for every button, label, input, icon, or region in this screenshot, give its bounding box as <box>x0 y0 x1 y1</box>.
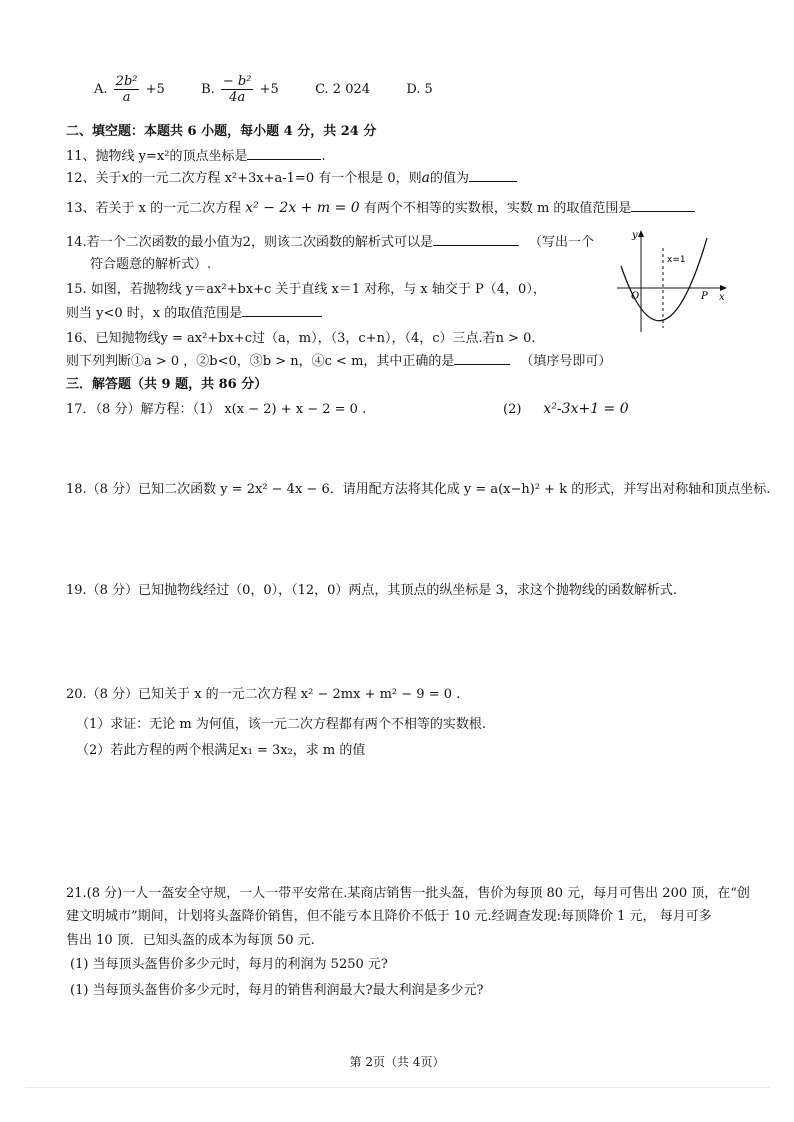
parabola-curve <box>621 238 707 321</box>
q13 <box>66 199 695 218</box>
q17-part2-label: (2) <box>503 402 522 417</box>
q15-line2-text: 则当 y<0 时，x 的取值范围是 <box>66 306 243 321</box>
parabola-graph <box>613 228 731 334</box>
q17-part2-equation: x²-3x+1 = 0 <box>543 401 629 417</box>
q12-mid: 的一元二次方程 x²+3x+a-1=0 有一个根是 0，则 <box>129 171 422 186</box>
q10-option-a-label: A. <box>94 82 108 97</box>
q10-option-b-fraction <box>221 74 254 105</box>
fraction-denominator: 4a <box>229 90 246 105</box>
q11-text: 11、抛物线 y=x²的顶点坐标是 <box>66 149 248 164</box>
graph-x-label: x <box>719 292 725 303</box>
q10-options <box>94 74 433 105</box>
q15-line2 <box>66 304 322 323</box>
q10-option-b-label: B. <box>201 82 215 97</box>
q20: 20.（8 分）已知关于 x 的一元二次方程 x² − 2mx + m² − 9 = 0 . <box>66 687 461 702</box>
page-bottom-divider <box>25 1087 770 1088</box>
graph-origin-label: O <box>631 291 640 302</box>
q10-option-b-tail: +5 <box>259 82 279 97</box>
x-axis-arrow <box>720 285 727 291</box>
answer-blank <box>433 233 519 246</box>
q16-line2 <box>66 352 611 371</box>
q11 <box>66 147 326 166</box>
y-axis-arrow <box>638 230 644 237</box>
fraction-numerator: 2b² <box>115 74 138 89</box>
answer-blank <box>454 352 510 365</box>
q17-part2 <box>503 400 629 419</box>
q19: 19.（8 分）已知抛物线经过（0，0），（12，0）两点，其顶点的纵坐标是 3，求这个抛物线的函数解析式. <box>66 583 677 598</box>
q10-option-a-tail: +5 <box>145 82 165 97</box>
q15-line1: 15. 如图，若抛物线 y＝ax²+bx+c 关于直线 x＝1 对称，与 x 轴交于 P（4，0）， <box>66 282 546 297</box>
q21-line3: 售出 10 顶．已知头盔的成本为每顶 50 元. <box>66 933 315 948</box>
q20-part1: （1）求证：无论 m 为何值，该一元二次方程都有两个不相等的实数根. <box>76 717 486 732</box>
graph-symmetry-label: x=1 <box>667 255 686 265</box>
graph-point-p-label: P <box>701 291 708 302</box>
q21-part1: (1) 当每顶头盔售价多少元时，每月的利润为 5250 元? <box>70 957 388 972</box>
fraction-numerator: − b² <box>222 74 252 89</box>
page-footer: 第 2页（共 4页） <box>349 1055 445 1069</box>
q12-post: 的值为 <box>430 171 470 186</box>
q16-line2-text: 则下列判断①a > 0 ，②b<0，③b > n，④c < m，其中正确的是 <box>66 354 455 369</box>
q14-line1-tail: （写出一个 <box>528 235 594 250</box>
q12-pre: 12、关于 <box>66 171 122 186</box>
q16-line2-tail: （填序号即可） <box>520 354 612 369</box>
q11-end: . <box>321 149 326 164</box>
q14-line2: 符合题意的解析式）. <box>90 257 212 272</box>
q21-part2: (1) 当每顶头盔售价多少元时，每月的销售利润最大?最大利润是多少元? <box>70 983 484 998</box>
q12-var-x: x <box>121 170 130 186</box>
q16-line1: 16、已知抛物线y = ax²+bx+c过（a，m），（3，c+n），（4，c）三点.若n > 0. <box>66 331 536 346</box>
answer-blank <box>469 169 517 182</box>
q17 <box>66 401 366 419</box>
q18: 18.（8 分）已知二次函数 y = 2x² − 4x − 6．请用配方法将其化成 y = a(x−h)² + k 的形式，并写出对称轴和顶点坐标. <box>66 482 771 497</box>
answer-blank <box>631 199 695 212</box>
q14-line1 <box>66 233 594 252</box>
q12 <box>66 169 517 188</box>
fraction-denominator: a <box>122 90 131 105</box>
answer-blank <box>247 147 321 160</box>
q14-line1-text: 14.若一个二次函数的最小值为2，则该二次函数的解析式可以是 <box>66 235 433 250</box>
q10-option-c: C. 2 024 <box>315 82 371 97</box>
q10-option-a-fraction <box>114 74 140 105</box>
q13-equation: x² − 2x + m = 0 <box>245 200 360 216</box>
q13-post: 有两个不相等的实数根，实数 m 的取值范围是 <box>363 201 632 216</box>
section2-heading: 二、填空题：本题共 6 小题，每小题 4 分，共 24 分 <box>66 124 377 139</box>
q12-var-a: a <box>421 170 430 186</box>
q17-text: 17．（8 分）解方程：（1） x(x − 2) + x − 2 = 0 <box>66 402 358 417</box>
section3-heading: 三．解答题（共 9 题，共 86 分） <box>66 377 268 392</box>
q17-end: . <box>362 402 367 417</box>
q10-option-d: D. 5 <box>406 82 433 97</box>
q21-line1: 21.(8 分)一人一盔安全守规，一人一带平安常在.某商店销售一批头盔，售价为每顶 80 元，每月可售出 200 顶，在“创 <box>66 886 750 901</box>
q20-part2: （2）若此方程的两个根满足x₁ = 3x₂，求 m 的值 <box>76 743 366 758</box>
q13-pre: 13、若关于 x 的一元二次方程 <box>66 201 242 216</box>
graph-y-label: y <box>632 230 638 241</box>
q21-line2: 建文明城市”期间，计划将头盔降价销售，但不能亏本且降价不低于 10 元.经调查发现:每顶降价 1 元， 每月可多 <box>66 909 712 924</box>
answer-blank <box>242 304 322 317</box>
